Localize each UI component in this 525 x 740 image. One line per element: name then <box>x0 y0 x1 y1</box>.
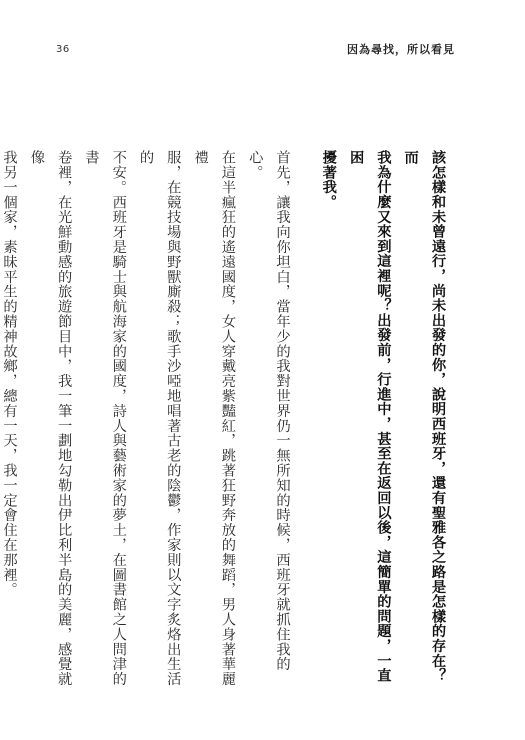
intro-column: 我為什麼又來到這裡呢？出發前，行進中，甚至在返回以後，這簡單的問題，一直困 <box>348 150 392 683</box>
body-column: 我另一個家，素昧平生的精神故鄉，總有一天，我一定會住在那裡。 <box>1 150 18 597</box>
vertical-text-block <box>1 150 451 695</box>
intro-column: 擾著我。 <box>320 150 337 210</box>
page-number: 36 <box>56 44 70 55</box>
intro-column: 該怎樣和未曾遠行，尚未出發的你，說明西班牙，還有聖雅各之路是怎樣的存在？而 <box>402 150 446 683</box>
body-column: 卷裡，在光鮮動感的旅遊節目中，我一筆一劃地勾勒出伊比利半島的美麗，感覺就像 <box>28 150 73 687</box>
body-column: 在這半瘋狂的遙遠國度，女人穿戴亮紫豔紅，跳著狂野奔放的舞蹈，男人身著華麗禮 <box>192 150 236 687</box>
body-column: 首先，讓我向你坦白，當年少的我對世界仍一無所知的時候，西班牙就抓住我的心。 <box>247 150 291 672</box>
body-column: 不安。西班牙是騎士與航海家的國度，詩人與藝術家的夢土，在圖書館之人問津的書 <box>83 150 127 687</box>
running-header-title: 因為尋找，所以看見 <box>347 43 455 56</box>
body-column: 服，在競技場與野獸廝殺；歌手沙啞地唱著古老的陰鬱，作家則以文字炙烙出生活的 <box>138 150 182 687</box>
